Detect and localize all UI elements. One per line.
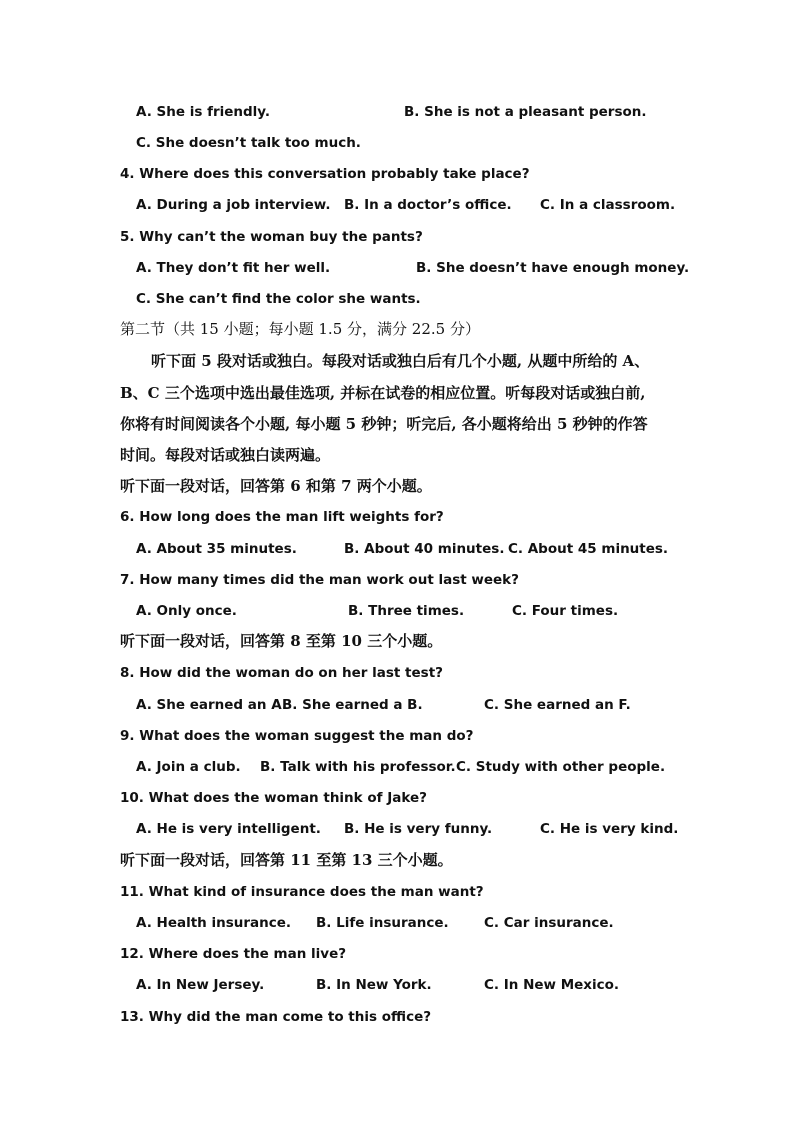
q12-option-b: B. In New York. <box>316 977 432 993</box>
q9-option-b: B. Talk with his professor. <box>260 759 456 775</box>
dialog-instruction-11-13: 听下面一段对话，回答第 11 至第 13 三个小题。 <box>120 851 453 869</box>
q12-option-a: A. In New Jersey. <box>136 977 265 993</box>
section-instructions-line-4: 时间。每段对话或独白读两遍。 <box>120 446 331 464</box>
q6-option-b: B. About 40 minutes. <box>344 541 505 557</box>
q4-option-c: C. In a classroom. <box>540 197 676 213</box>
q7-option-a: A. Only once. <box>136 603 237 619</box>
q12-option-c: C. In New Mexico. <box>484 977 620 993</box>
q5-option-b: B. She doesn’t have enough money. <box>416 260 690 276</box>
q11-stem: 11. What kind of insurance does the man want? <box>120 884 484 900</box>
q4-stem: 4. Where does this conversation probably take place? <box>120 166 530 182</box>
q6-option-c: C. About 45 minutes. <box>508 541 669 557</box>
q7-option-c: C. Four times. <box>512 603 619 619</box>
q11-option-b: B. Life insurance. <box>316 915 449 931</box>
section-instructions-line-2: B、C 三个选项中选出最佳选项, 并标在试卷的相应位置。听每段对话或独白前, <box>120 384 646 402</box>
q3-option-a: A. She is friendly. <box>136 104 270 120</box>
q6-stem: 6. How long does the man lift weights for? <box>120 509 444 525</box>
dialog-instruction-6-7: 听下面一段对话，回答第 6 和第 7 两个小题。 <box>120 477 432 495</box>
q3-option-b: B. She is not a pleasant person. <box>404 104 647 120</box>
q7-option-b: B. Three times. <box>348 603 465 619</box>
q10-option-a: A. He is very intelligent. <box>136 821 321 837</box>
q8-option-a: A. She earned an A. <box>136 697 288 713</box>
q10-stem: 10. What does the woman think of Jake? <box>120 790 427 806</box>
q7-stem: 7. How many times did the man work out last week? <box>120 572 519 588</box>
section-heading: 第二节（共 15 小题；每小题 1.5 分，满分 22.5 分） <box>120 320 480 338</box>
q4-option-b: B. In a doctor’s office. <box>344 197 512 213</box>
q8-option-b: B. She earned a B. <box>282 697 423 713</box>
q9-option-c: C. Study with other people. <box>456 759 666 775</box>
q13-stem: 13. Why did the man come to this office? <box>120 1009 432 1025</box>
q11-option-a: A. Health insurance. <box>136 915 292 931</box>
q4-option-a: A. During a job interview. <box>136 197 331 213</box>
q8-option-c: C. She earned an F. <box>484 697 631 713</box>
q11-option-c: C. Car insurance. <box>484 915 614 931</box>
q5-option-a: A. They don’t fit her well. <box>136 260 331 276</box>
q6-option-a: A. About 35 minutes. <box>136 541 297 557</box>
section-instructions-line-3: 你将有时间阅读各个小题, 每小题 5 秒钟；听完后, 各小题将给出 5 秒钟的作答 <box>120 415 648 433</box>
q10-option-b: B. He is very funny. <box>344 821 493 837</box>
dialog-instruction-8-10: 听下面一段对话，回答第 8 至第 10 三个小题。 <box>120 632 443 650</box>
q3-option-c: C. She doesn’t talk too much. <box>136 135 361 151</box>
q8-stem: 8. How did the woman do on her last test? <box>120 665 443 681</box>
section-instructions-line-1: 听下面 5 段对话或独白。每段对话或独白后有几个小题, 从题中所给的 A、 <box>151 352 650 370</box>
q5-option-c: C. She can’t find the color she wants. <box>136 291 421 307</box>
q5-stem: 5. Why can’t the woman buy the pants? <box>120 229 423 245</box>
q12-stem: 12. Where does the man live? <box>120 946 347 962</box>
q9-option-a: A. Join a club. <box>136 759 241 775</box>
q10-option-c: C. He is very kind. <box>540 821 679 837</box>
q9-stem: 9. What does the woman suggest the man do? <box>120 728 474 744</box>
